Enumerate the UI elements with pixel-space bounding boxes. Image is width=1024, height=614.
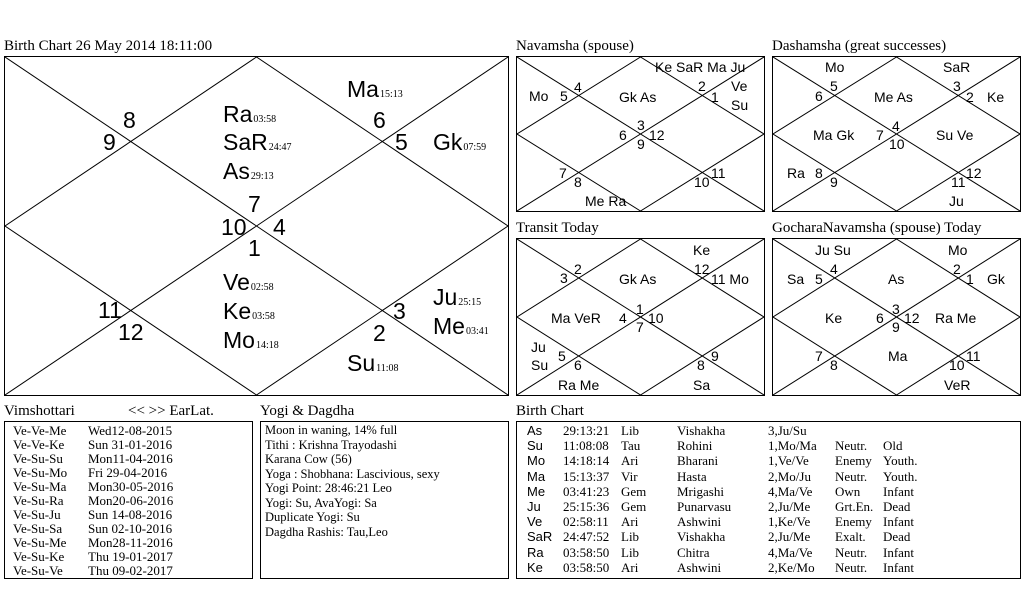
house-num: 12 <box>904 310 920 326</box>
house-num: 5 <box>830 78 838 94</box>
dashamsha-title: Dashamsha (great successes) <box>772 38 947 54</box>
cell: Mo <box>529 88 549 104</box>
house-num: 2 <box>373 320 386 346</box>
yogi-line: Yoga : Shobhana: Lascivious, sexy <box>265 467 440 481</box>
table-cell: Lib <box>621 423 640 438</box>
table-row <box>517 514 1020 529</box>
yogi-line: Yogi Point: 28:46:21 Leo <box>265 481 392 495</box>
table-cell: 25:15:36 <box>563 499 610 514</box>
birth-chart[interactable] <box>4 56 509 396</box>
house-num: 1 <box>966 271 974 287</box>
birth-table-title: Birth Chart <box>516 403 584 419</box>
list-item[interactable]: Ve-Su-Ma Mon30-05-2016 <box>13 479 174 494</box>
table-cell: 2,Ju/Me <box>768 499 811 514</box>
house-num: 9 <box>830 174 838 190</box>
cell: Mo <box>825 59 845 75</box>
planet-gk: Gk07:59 <box>433 129 487 155</box>
cell: Ke <box>825 310 843 326</box>
vimshottari-title: Vimshottari <box>4 403 75 419</box>
house-num: 9 <box>892 319 900 335</box>
planet-mo: Mo14:18 <box>223 327 279 353</box>
cell: Mo <box>948 242 968 258</box>
house-num: 4 <box>619 310 627 326</box>
cell: Ma VeR <box>551 310 601 326</box>
house-num: 12 <box>694 261 710 277</box>
table-cell: Ra <box>527 544 544 560</box>
planet-su: Su11:08 <box>347 350 399 376</box>
house-num: 11 <box>711 165 726 181</box>
planet-ma: Ma15:13 <box>347 76 403 102</box>
planet-ke: Ke03:58 <box>223 298 275 324</box>
table-cell: Lib <box>621 544 640 560</box>
table-cell: Ke <box>527 559 543 575</box>
list-item[interactable]: Ve-Su-Mo Fri 29-04-2016 <box>13 465 168 480</box>
table-cell: 1,Ve/Ve <box>768 453 809 469</box>
table-cell: Neutr. <box>835 559 868 575</box>
house-num: 6 <box>619 127 627 143</box>
table-cell: 02:58:11 <box>563 514 609 530</box>
house-num: 3 <box>953 78 961 94</box>
navamsha-chart[interactable] <box>516 56 765 212</box>
table-cell: 15:13:37 <box>563 468 610 484</box>
table-row <box>517 453 1020 468</box>
cell: Me As <box>874 89 913 105</box>
house-num: 2 <box>574 261 582 277</box>
house-num: 4 <box>273 214 286 240</box>
cell: Su <box>531 357 549 373</box>
table-cell: Gem <box>621 483 647 499</box>
house-num: 7 <box>815 348 823 364</box>
table-cell: Neutr. <box>835 468 868 484</box>
table-cell: Tau <box>621 438 641 454</box>
list-item[interactable]: Ve-Ve-Me Wed12-08-2015 <box>13 423 173 438</box>
list-item[interactable]: Ve-Ve-Ke Sun 31-01-2016 <box>13 437 173 452</box>
house-num: 8 <box>697 357 705 373</box>
table-cell: 11:08:08 <box>563 438 609 454</box>
table-cell: 29:13:21 <box>563 423 610 438</box>
table-row <box>517 484 1020 499</box>
dashamsha-grid <box>773 57 1020 211</box>
table-cell: SaR <box>527 529 553 545</box>
table-cell: Dead <box>883 499 911 514</box>
planet-ve: Ve02:58 <box>223 269 274 295</box>
planet-sar: SaR24:47 <box>223 129 292 155</box>
table-cell: 4,Ma/Ve <box>768 544 813 560</box>
table-cell: Vishakha <box>677 423 726 438</box>
house-num: 8 <box>123 107 136 133</box>
table-cell: Youth. <box>883 453 918 469</box>
yogi-line: Tithi : Krishna Trayodashi <box>265 438 397 452</box>
table-cell: Infant <box>883 483 915 499</box>
table-cell: Youth. <box>883 468 918 484</box>
house-num: 4 <box>574 79 582 95</box>
table-cell: Ashwini <box>677 559 722 575</box>
yogi-panel <box>260 421 509 579</box>
table-cell: 24:47:52 <box>563 529 610 545</box>
yogi-line: Karana Cow (56) <box>265 452 352 466</box>
house-num: 11 <box>98 297 122 323</box>
house-num: 12 <box>649 127 665 143</box>
list-item[interactable]: Ve-Su-Me Mon28-11-2016 <box>13 535 173 550</box>
table-row <box>517 499 1020 514</box>
table-cell: Infant <box>883 544 915 560</box>
table-cell: Enemy <box>835 514 872 530</box>
table-cell: Bharani <box>677 453 719 469</box>
cell: Sa <box>787 271 805 287</box>
table-cell: Old <box>883 438 903 454</box>
house-num: 5 <box>558 348 566 364</box>
planet-as: As29:13 <box>223 158 274 184</box>
cell: Gk <box>987 271 1005 287</box>
table-row <box>517 529 1020 544</box>
house-num: 7 <box>876 127 884 143</box>
house-num: 10 <box>949 357 965 373</box>
cell: Ke SaR Ma Ju <box>655 59 746 75</box>
cell: Ra Me <box>935 310 977 326</box>
cell: Su <box>731 97 749 113</box>
table-row <box>517 560 1020 575</box>
house-num: 7 <box>248 191 261 217</box>
cell: Me Ra <box>585 193 627 209</box>
house-num: 1 <box>248 235 261 261</box>
table-cell: 2,Ke/Mo <box>768 559 815 575</box>
table-cell: Infant <box>883 514 915 530</box>
list-item[interactable]: Ve-Su-Ve Thu 09-02-2017 <box>13 563 173 578</box>
table-cell: Me <box>527 483 546 499</box>
table-cell: Vir <box>621 468 638 484</box>
cell: Gk As <box>619 89 657 105</box>
cell: Ke <box>693 242 711 258</box>
cell: Ra Me <box>558 377 600 393</box>
cell: Su Ve <box>936 127 974 143</box>
table-cell: 2,Ju/Me <box>768 529 811 545</box>
table-row <box>517 423 1020 438</box>
gochara-grid <box>773 239 1020 395</box>
cell: SaR <box>943 59 971 75</box>
table-cell: Own <box>835 483 861 499</box>
birth-table <box>516 421 1021 579</box>
house-num: 5 <box>395 129 408 155</box>
house-num: 9 <box>637 136 645 152</box>
house-num: 12 <box>118 319 144 345</box>
table-cell: Grt.En. <box>835 499 874 514</box>
vimshottari-list[interactable] <box>4 421 253 579</box>
cell: 11 Mo <box>711 271 749 287</box>
house-num: 2 <box>698 78 706 94</box>
yogi-title: Yogi & Dagdha <box>260 403 355 419</box>
table-cell: Ju <box>527 499 541 514</box>
list-item[interactable]: Ve-Su-Sa Sun 02-10-2016 <box>13 521 173 536</box>
table-cell: Hasta <box>677 468 707 484</box>
house-num: 10 <box>648 310 664 326</box>
yogi-line: Yogi: Su, AvaYogi: Sa <box>265 496 377 510</box>
cell: As <box>888 271 905 287</box>
house-num: 9 <box>103 129 116 155</box>
table-cell: Mo <box>527 453 546 469</box>
planet-ju: Ju25:15 <box>433 284 482 310</box>
cell: Ke <box>987 89 1005 105</box>
table-cell: Neutr. <box>835 438 868 454</box>
house-num: 10 <box>889 136 905 152</box>
table-cell: Ari <box>621 514 639 530</box>
dashamsha-chart[interactable] <box>772 56 1021 212</box>
gochara-chart[interactable] <box>772 238 1021 396</box>
list-item[interactable]: Ve-Su-Ra Mon20-06-2016 <box>13 493 174 508</box>
yogi-line: Duplicate Yogi: Su <box>265 510 360 524</box>
house-num: 8 <box>830 357 838 373</box>
house-num: 8 <box>815 165 823 181</box>
cell: Ve <box>731 78 748 94</box>
vimshottari-nav[interactable]: << >> EarLat. <box>128 403 214 419</box>
table-cell: Lib <box>621 529 640 545</box>
table-cell: Chitra <box>677 544 710 560</box>
table-row <box>517 469 1020 484</box>
table-cell: 14:18:14 <box>563 453 610 469</box>
table-cell: 2,Mo/Ju <box>768 468 811 484</box>
house-num: 1 <box>636 301 644 317</box>
navamsha-title: Navamsha (spouse) <box>516 38 634 54</box>
table-cell: Ma <box>527 468 546 484</box>
cell: Ju <box>949 193 964 209</box>
yogi-line: Moon in waning, 14% full <box>265 423 398 437</box>
table-cell: Ari <box>621 453 639 469</box>
table-cell: 03:41:23 <box>563 483 610 499</box>
house-num: 7 <box>559 165 567 181</box>
house-num: 7 <box>636 319 644 335</box>
table-cell: 03:58:50 <box>563 544 610 560</box>
house-num: 12 <box>966 165 982 181</box>
house-num: 6 <box>373 107 386 133</box>
list-item[interactable]: Ve-Su-Ke Thu 19-01-2017 <box>13 549 173 564</box>
table-row <box>517 438 1020 453</box>
house-num: 11 <box>966 348 981 364</box>
table-cell: 3,Ju/Su <box>768 423 807 438</box>
list-item[interactable]: Ve-Su-Ju Sun 14-08-2016 <box>13 507 173 522</box>
table-cell: Rohini <box>677 438 713 454</box>
table-cell: Ve <box>527 514 543 530</box>
house-num: 5 <box>560 88 568 104</box>
table-cell: 03:58:50 <box>563 559 610 575</box>
house-num: 9 <box>711 348 719 364</box>
cell: Ra <box>787 165 805 181</box>
cell: Ju Su <box>815 242 851 258</box>
table-cell: Mrigashi <box>677 483 724 499</box>
cell: VeR <box>944 377 971 393</box>
house-num: 6 <box>876 310 884 326</box>
house-num: 6 <box>815 88 823 104</box>
birth-chart-title: Birth Chart 26 May 2014 18:11:00 <box>4 38 213 54</box>
house-num: 4 <box>892 118 900 134</box>
table-cell: Ari <box>621 559 639 575</box>
table-cell: Infant <box>883 559 915 575</box>
cell: Ma Gk <box>813 127 855 143</box>
house-num: 3 <box>393 298 406 324</box>
house-num: 10 <box>221 214 247 240</box>
house-num: 11 <box>951 174 966 190</box>
table-cell: Punarvasu <box>677 499 732 514</box>
gochara-title: GocharaNavamsha (spouse) Today <box>772 220 982 236</box>
cell: Sa <box>693 377 711 393</box>
house-num: 1 <box>711 89 719 105</box>
house-num: 4 <box>830 261 838 277</box>
house-num: 8 <box>574 174 582 190</box>
table-cell: 4,Ma/Ve <box>768 483 813 499</box>
table-cell: 1,Ke/Ve <box>768 514 811 530</box>
table-cell: 1,Mo/Ma <box>768 438 817 454</box>
cell: Ju <box>531 339 546 355</box>
table-cell: Su <box>527 438 543 454</box>
house-num: 5 <box>815 271 823 287</box>
house-num: 6 <box>574 357 582 373</box>
house-num: 3 <box>560 270 568 286</box>
table-cell: Ashwini <box>677 514 722 530</box>
table-cell: Gem <box>621 499 647 514</box>
cell: Ma <box>888 348 908 364</box>
list-item[interactable]: Ve-Su-Su Mon11-04-2016 <box>13 451 173 466</box>
table-cell: Enemy <box>835 453 872 469</box>
planet-ra: Ra03:58 <box>223 101 277 127</box>
table-cell: As <box>527 423 543 438</box>
house-num: 10 <box>694 174 710 190</box>
cell: Gk As <box>619 271 657 287</box>
house-num: 2 <box>953 261 961 277</box>
table-cell: Exalt. <box>835 529 866 545</box>
transit-title: Transit Today <box>516 220 599 236</box>
yogi-line: Dagdha Rashis: Tau,Leo <box>265 525 388 539</box>
navamsha-grid <box>517 57 764 211</box>
planet-me: Me03:41 <box>433 313 489 339</box>
house-num: 3 <box>637 117 645 133</box>
table-cell: Dead <box>883 529 911 545</box>
table-cell: Neutr. <box>835 544 868 560</box>
house-num: 2 <box>966 89 974 105</box>
house-num: 3 <box>892 301 900 317</box>
table-row <box>517 545 1020 560</box>
table-cell: Vishakha <box>677 529 726 545</box>
transit-chart[interactable] <box>516 238 765 396</box>
